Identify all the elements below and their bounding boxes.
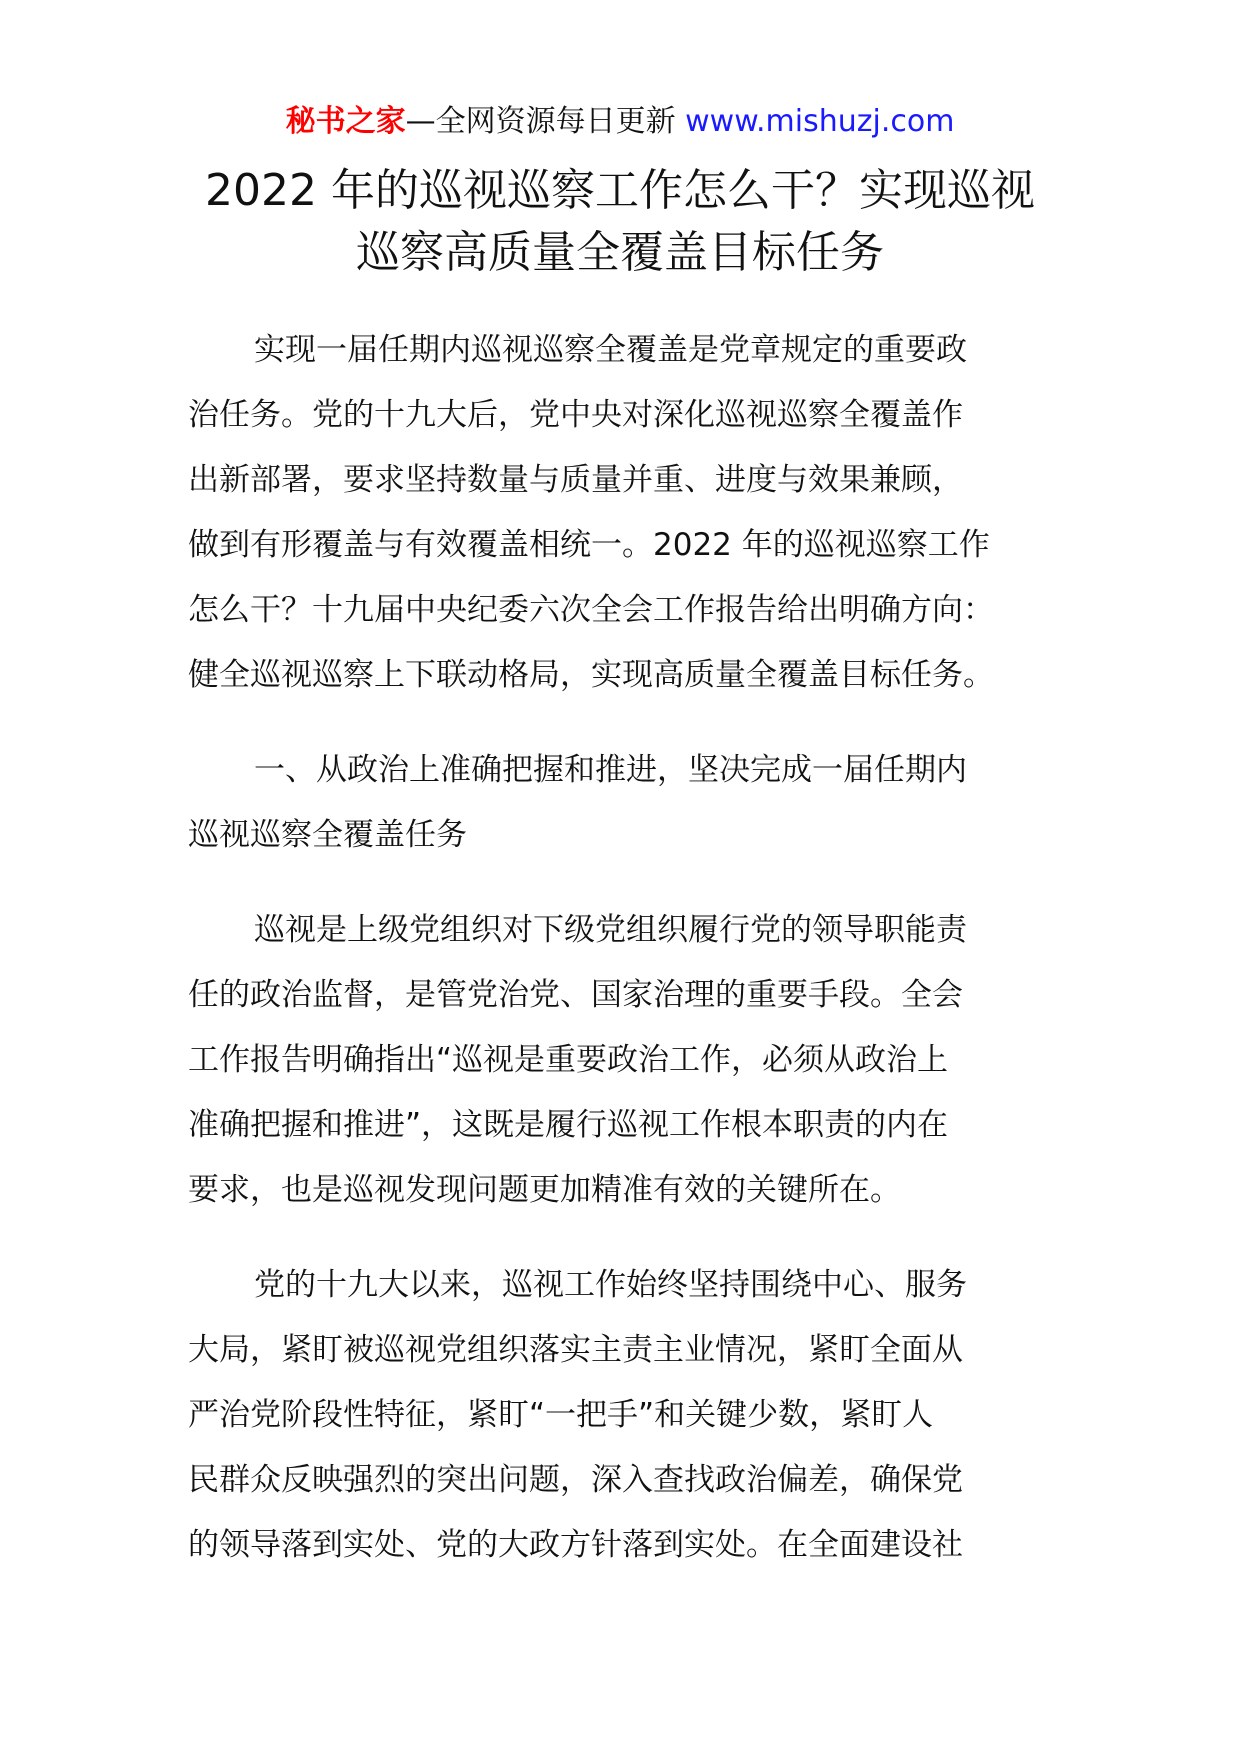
- text-line: 一、从政治上准确把握和推进，坚决完成一届任期内: [254, 752, 967, 788]
- text-line: 党的十九大以来，巡视工作始终坚持围绕中心、服务: [254, 1267, 967, 1303]
- site-url[interactable]: www.mishuzj.com: [685, 104, 955, 139]
- title-line: 2022 年的巡视巡察工作怎么干？实现巡视: [205, 165, 1035, 216]
- text-line: 巡视巡察全覆盖任务: [188, 817, 467, 853]
- paragraph-since-19th: [188, 1253, 1068, 1578]
- site-header: [0, 100, 1240, 144]
- text-line: 任的政治监督，是管党治党、国家治理的重要手段。全会: [188, 977, 963, 1013]
- text-line: 准确把握和推进”，这既是履行巡视工作根本职责的内在: [188, 1107, 949, 1143]
- text-line: 健全巡视巡察上下联动格局，实现高质量全覆盖目标任务。: [188, 657, 994, 693]
- paragraph-inspection: [188, 898, 1068, 1223]
- text-line: 严治党阶段性特征，紧盯“一把手”和关键少数，紧盯人: [188, 1397, 934, 1433]
- text-line: 民群众反映强烈的突出问题，深入查找政治偏差，确保党: [188, 1462, 963, 1498]
- text-line: 巡视是上级党组织对下级党组织履行党的领导职能责: [254, 912, 967, 948]
- text-line: 要求，也是巡视发现问题更加精准有效的关键所在。: [188, 1172, 901, 1208]
- title-line: 巡察高质量全覆盖目标任务: [356, 227, 884, 278]
- text-line: 工作报告明确指出“巡视是重要政治工作，必须从政治上: [188, 1042, 949, 1078]
- header-tagline: —全网资源每日更新: [405, 104, 676, 139]
- text-line: 出新部署，要求坚持数量与质量并重、进度与效果兼顾，: [188, 462, 963, 498]
- text-line: 治任务。党的十九大后，党中央对深化巡视巡察全覆盖作: [188, 397, 963, 433]
- text-line: 的领导落到实处、党的大政方针落到实处。在全面建设社: [188, 1527, 963, 1563]
- text-line: 做到有形覆盖与有效覆盖相统一。2022 年的巡视巡察工作: [188, 527, 990, 563]
- brand-name: 秘书之家: [285, 104, 406, 139]
- text-line: 实现一届任期内巡视巡察全覆盖是党章规定的重要政: [254, 332, 967, 368]
- text-line: 大局，紧盯被巡视党组织落实主责主业情况，紧盯全面从: [188, 1332, 963, 1368]
- paragraph-intro: [188, 318, 1068, 708]
- document-title: [180, 160, 1060, 284]
- document-body: [188, 318, 1068, 1608]
- text-line: 怎么干？十九届中央纪委六次全会工作报告给出明确方向：: [188, 592, 994, 628]
- section-heading-1: [188, 738, 1068, 868]
